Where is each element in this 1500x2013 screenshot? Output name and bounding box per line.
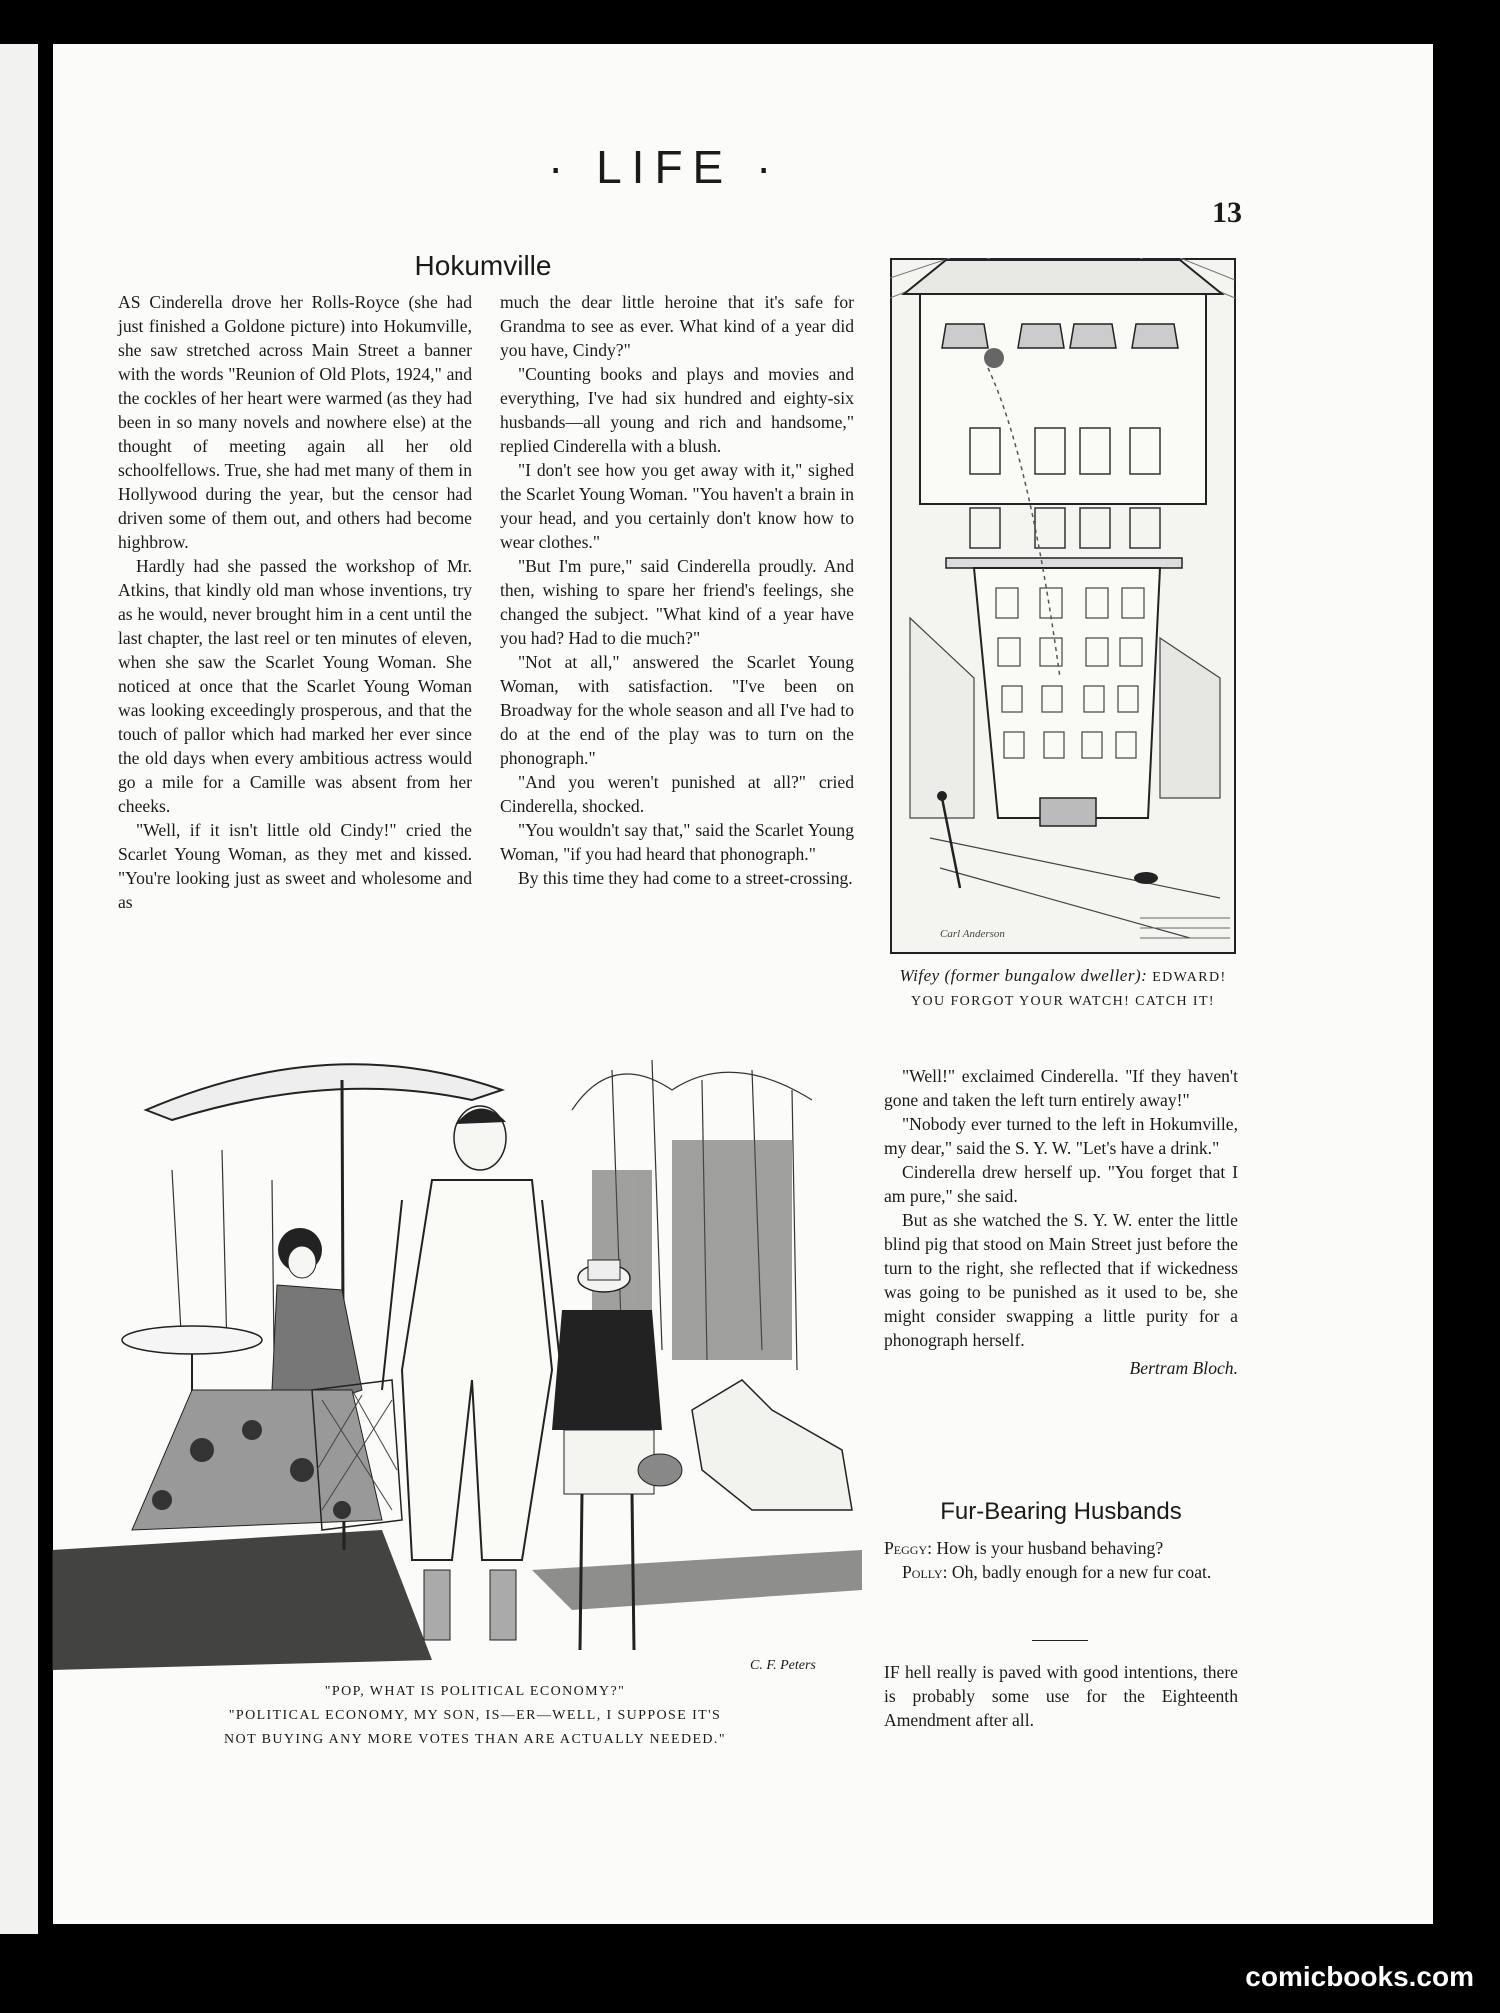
caption-line: "POLITICAL ECONOMY, MY SON, IS—ER—WELL, I SUPPOSE IT'S	[228, 1708, 722, 1723]
previous-page-edge	[0, 44, 38, 1934]
paragraph: "Well, if it isn't little old Cindy!" cried the Scarlet Young Woman, as they met and kissed. "You're looking just as sweet and wholesome and as	[118, 820, 472, 912]
speaker-name: Polly:	[902, 1562, 948, 1582]
caption-text: EDWARD! YOU FORGOT YOUR WATCH! CATCH IT!	[911, 970, 1227, 1009]
paragraph: "Nobody ever turned to the left in Hokumville, my dear," said the S. Y. W. "Let's have a drink."	[884, 1114, 1238, 1158]
caption-line: NOT BUYING ANY MORE VOTES THAN ARE ACTUALLY NEEDED."	[224, 1732, 726, 1747]
paragraph: Hardly had she passed the workshop of Mr. Atkins, that kindly old man whose inventions, try as he would, never brought him in a cent until the last chapter, the last reel or ten minutes of eleven, when she saw the Scarlet Young Woman. She noticed at once that the Scarlet Young Woman was looking exceedingly prosperous, and that the touch of pallor which had marked her ever since the old days when every ambitious actress would go a mile for a Camille was absent from her cheeks.	[118, 556, 472, 816]
dialogue-text: How is your husband behaving?	[936, 1538, 1164, 1558]
section-divider	[1032, 1640, 1088, 1641]
garden-cartoon-illustration	[52, 1050, 862, 1680]
paragraph: "Well!" exclaimed Cinderella. "If they haven't gone and taken the left turn entirely away!"	[884, 1066, 1238, 1110]
speaker-name: Peggy:	[884, 1538, 933, 1558]
paragraph: By this time they had come to a street-crossing.	[518, 868, 853, 888]
paragraph: "I don't see how you get away with it," sighed the Scarlet Young Woman. "You haven't a brain in your head, and you certainly don't know how to wear clothes."	[500, 460, 854, 552]
garden-cartoon-caption	[150, 1680, 800, 1752]
masthead: · LIFE ·	[548, 141, 782, 193]
paragraph: But as she watched the S. Y. W. enter the little blind pig that stood on Main Street just before the turn to the right, she reflected that if wickedness was going to be punished as it used to be, she might consider swapping a little purity for a phonograph herself.	[884, 1210, 1238, 1350]
paragraph: "Counting books and plays and movies and everything, I've had six hundred and eighty-six husbands—all young and rich and handsome," replied Cinderella with a blush.	[500, 364, 854, 456]
watermark: comicbooks.com	[1245, 1961, 1474, 1992]
paragraph: much the dear little heroine that it's safe for Grandma to see as ever. What kind of a year did you have, Cindy?"	[500, 292, 854, 360]
dialogue-block	[884, 1536, 1238, 1584]
building-cartoon-caption	[882, 964, 1244, 1014]
author-byline: Bertram Bloch.	[1129, 1358, 1238, 1378]
paragraph: "And you weren't punished at all?" cried Cinderella, shocked.	[500, 772, 854, 816]
paragraph: "But I'm pure," said Cinderella proudly. And then, wishing to spare her friend's feelings, she changed the subject. "What kind of a year have you had? Had to die much?"	[500, 556, 854, 648]
page-number: 13	[1212, 196, 1242, 229]
paragraph: AS Cinderella drove her Rolls-Royce (she had just finished a Goldone picture) into Hokumville, she saw stretched across Main Street a banner with the words "Reunion of Old Plots, 1924," and the cockles of her heart were warmed (as they had been in so many novels and nowhere else) at the thought of meeting again all her old schoolfellows. True, she had met many of them in Hollywood during the year, but the censor had driven some of them out, and others had become highbrow.	[118, 292, 472, 552]
dialogue-line	[884, 1536, 1238, 1560]
paragraph: Cinderella drew herself up. "You forget that I am pure," she said.	[884, 1162, 1238, 1206]
article-title-fur-bearing-husbands: Fur-Bearing Husbands	[940, 1498, 1182, 1525]
caption-speaker: Wifey (former bungalow dweller):	[899, 966, 1148, 985]
paragraph: IF hell really is paved with good intentions, there is probably some use for the Eighteenth Amendment after all.	[884, 1662, 1238, 1730]
caption-line: "POP, WHAT IS POLITICAL ECONOMY?"	[324, 1684, 626, 1699]
article-title-hokumville: Hokumville	[414, 250, 552, 281]
building-artist-signature: Carl Anderson	[940, 928, 1005, 940]
paragraph: "You wouldn't say that," said the Scarlet Young Woman, "if you had heard that phonograph."	[500, 820, 854, 864]
building-cartoon-illustration	[890, 258, 1236, 954]
article-column-1	[118, 290, 472, 914]
paragraph: "Not at all," answered the Scarlet Young Woman, with satisfaction. "I've been on Broadway for the whole season and all I've had to do at the end of the play was to turn on the phonograph."	[500, 652, 854, 768]
garden-artist-signature: C. F. Peters	[750, 1658, 816, 1673]
dialogue-line	[884, 1560, 1238, 1584]
article-column-2	[500, 290, 854, 890]
article-column-3	[884, 1064, 1238, 1380]
filler-paragraph	[884, 1660, 1238, 1732]
dialogue-text: Oh, badly enough for a new fur coat.	[951, 1562, 1212, 1582]
